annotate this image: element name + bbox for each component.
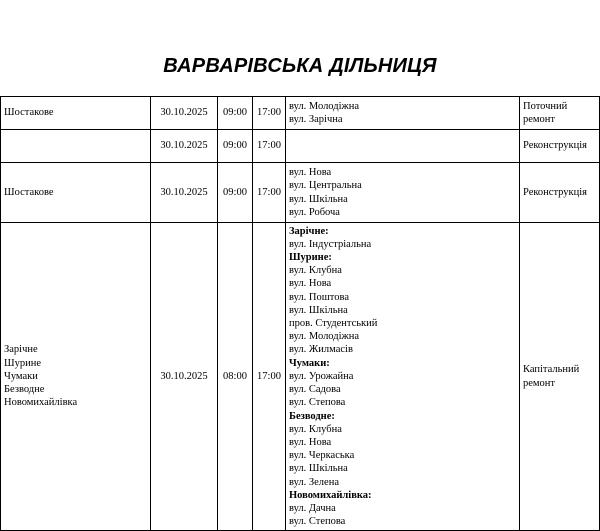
location-name: Зарічне	[4, 344, 38, 356]
streets-cell	[286, 163, 520, 223]
street-name: вул. Поштова	[289, 291, 349, 303]
work-type-cell	[520, 163, 600, 223]
date-cell: 30.10.2025	[151, 97, 218, 130]
end-time-cell: 17:00	[253, 223, 286, 531]
street-name: вул. Зелена	[289, 476, 339, 488]
schedule-body	[1, 97, 600, 531]
location-cell	[1, 130, 151, 163]
streets-cell	[286, 223, 520, 531]
location-name: Шостакове	[4, 186, 54, 198]
work-type-cell	[520, 223, 600, 531]
work-type: ремонт	[523, 377, 556, 389]
start-time-cell: 08:00	[218, 223, 253, 531]
work-type: Поточний	[523, 100, 568, 112]
settlement-heading: Шурине:	[289, 252, 332, 264]
location-cell	[1, 223, 151, 531]
table-row	[1, 163, 600, 223]
table-row	[1, 97, 600, 130]
street-name: вул. Нова	[289, 436, 332, 448]
table-row	[1, 130, 600, 163]
settlement-heading: Чумаки:	[289, 357, 330, 369]
work-type: Капітальний	[523, 364, 580, 376]
street-name: вул. Молодіжна	[289, 331, 360, 343]
work-type: Реконструкція	[523, 186, 588, 198]
street-name: вул. Степова	[289, 516, 346, 528]
settlement-heading: Безводне:	[289, 410, 335, 422]
settlement-heading: Новомихайлівка:	[289, 489, 372, 501]
location-cell	[1, 163, 151, 223]
page-title: ВАРВАРІВСЬКА ДІЛЬНИЦЯ	[163, 55, 437, 77]
work-type-cell	[520, 97, 600, 130]
end-time-cell: 17:00	[253, 97, 286, 130]
date-cell: 30.10.2025	[151, 130, 218, 163]
work-type: Реконструкція	[523, 140, 588, 152]
location-name: Шостакове	[4, 107, 54, 119]
streets-cell	[286, 97, 520, 130]
work-type: ремонт	[523, 114, 556, 125]
street-name: вул. Черкаська	[289, 450, 355, 462]
date-cell: 30.10.2025	[151, 163, 218, 223]
street-name: вул. Робоча	[289, 206, 340, 218]
street-name: вул. Нова	[289, 278, 332, 290]
location-cell	[1, 97, 151, 130]
street-name: вул. Молодіжна	[289, 100, 360, 112]
settlement-heading: Зарічне:	[289, 225, 329, 237]
street-name: вул. Шкільна	[289, 463, 348, 475]
location-name: Чумаки	[4, 370, 38, 382]
street-name: вул. Клубна	[289, 423, 342, 435]
street-name: вул. Індустріальна	[289, 238, 372, 250]
street-name: вул. Зарічна	[289, 114, 343, 125]
street-name: вул. Шкільна	[289, 304, 348, 316]
outage-schedule-table	[0, 96, 600, 531]
location-name: Безводне	[4, 384, 45, 396]
start-time-cell: 09:00	[218, 163, 253, 223]
streets-cell	[286, 130, 520, 163]
street-name: вул. Шкільна	[289, 193, 348, 205]
street-name: пров. Студентський	[289, 318, 378, 330]
work-type-cell	[520, 130, 600, 163]
street-name: вул. Центральна	[289, 180, 362, 192]
street-name: вул. Урожайна	[289, 370, 354, 382]
start-time-cell: 09:00	[218, 97, 253, 130]
date-cell: 30.10.2025	[151, 223, 218, 531]
street-name: вул. Нова	[289, 167, 332, 179]
location-name: Новомихайлівка	[4, 397, 78, 409]
table-row	[1, 223, 600, 531]
street-name: вул. Жилмасів	[289, 344, 353, 356]
street-name: вул. Степова	[289, 397, 346, 409]
end-time-cell: 17:00	[253, 130, 286, 163]
location-name: Шурине	[4, 357, 41, 369]
street-name: вул. Садова	[289, 384, 341, 396]
street-name: вул. Клубна	[289, 265, 342, 277]
end-time-cell: 17:00	[253, 163, 286, 223]
start-time-cell: 09:00	[218, 130, 253, 163]
street-name: вул. Дачна	[289, 502, 336, 514]
